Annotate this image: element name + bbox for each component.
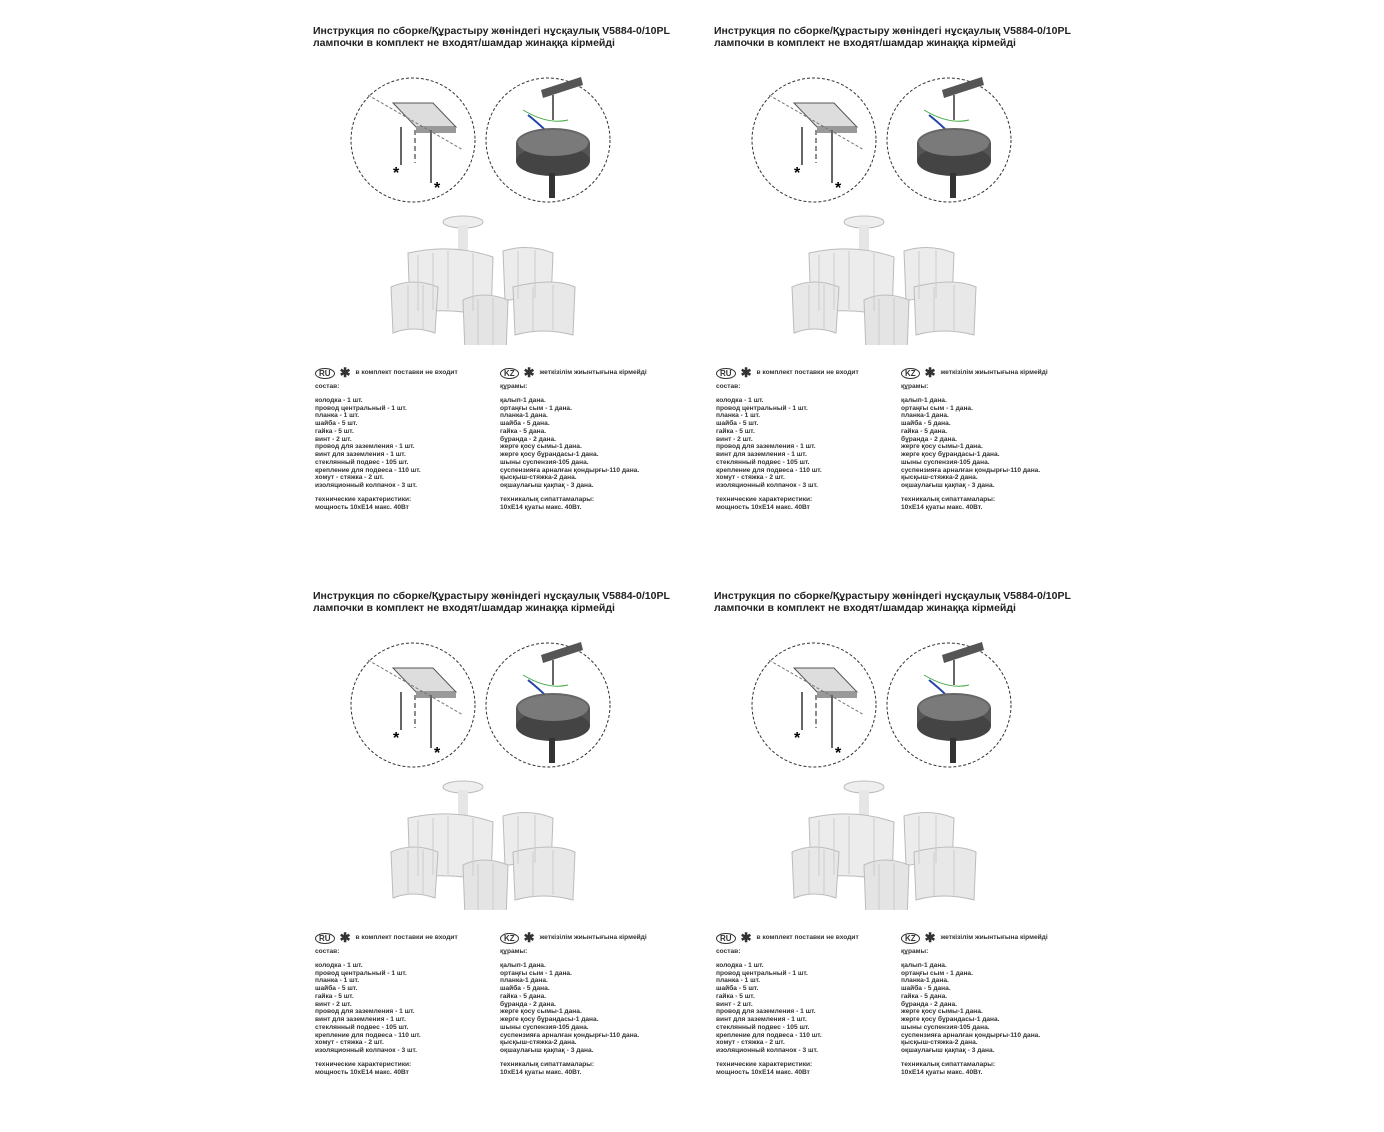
parts-list-item: суспензияға арналған қондырғы-110 дана. <box>901 466 1041 474</box>
kz-tech-heading: техникалық сипаттамалары: <box>500 495 595 503</box>
kz-language-badge: KZ <box>901 933 920 944</box>
title-subline: лампочки в комплект не входят/шамдар жинаққа кірмейді <box>714 602 1016 614</box>
asterisk-icon: ✱ <box>924 365 936 380</box>
instruction-panel <box>714 25 1104 525</box>
parts-list-item: жерге қосу бұрандасы-1 дана. <box>500 1016 599 1023</box>
parts-list-item: қысқыш-стяжка-2 дана. <box>901 474 978 482</box>
parts-list-item: стеклянный подвес - 105 шт. <box>716 458 810 466</box>
parts-list-item: шыны суспензия-105 дана. <box>500 458 589 466</box>
ru-contents-heading: состав: <box>716 383 741 390</box>
mounting-bracket-diagram <box>752 643 876 767</box>
ru-note: в комплект поставки не входит <box>756 369 859 377</box>
parts-list-item: шайба - 5 дана. <box>901 985 951 992</box>
ru-language-badge: RU <box>315 368 335 379</box>
asterisk-icon: ✱ <box>924 930 936 945</box>
kz-section <box>901 932 1048 1076</box>
ceiling-cup-wiring-diagram <box>887 77 1011 202</box>
parts-list-item: гайка - 5 шт. <box>315 427 354 435</box>
parts-list-item: ортаңғы сым - 1 дана. <box>500 404 572 412</box>
title-subline: лампочки в комплект не входят/шамдар жинаққа кірмейді <box>714 37 1016 49</box>
parts-list-item: крепление для подвеса - 110 шт. <box>315 466 421 474</box>
ru-section <box>716 367 859 511</box>
instruction-panel <box>313 25 703 525</box>
ru-contents-heading: состав: <box>716 948 741 955</box>
parts-list-item: планка - 1 шт. <box>315 977 360 985</box>
parts-list-item: шайба - 5 дана. <box>500 985 550 992</box>
parts-list-item: колодка - 1 шт. <box>315 961 363 969</box>
ru-language-badge: RU <box>716 368 736 379</box>
kz-parts-list <box>500 962 647 1055</box>
mounting-bracket-diagram <box>752 78 876 202</box>
mounting-bracket-diagram <box>351 78 475 202</box>
parts-list-item: провод для заземления - 1 шт. <box>315 1008 415 1016</box>
parts-list-item: қысқыш-стяжка-2 дана. <box>901 1039 978 1047</box>
parts-list-item: суспензияға арналған қондырғы-110 дана. <box>901 1031 1041 1039</box>
ceiling-cup-wiring-diagram <box>887 642 1011 767</box>
instruction-title <box>714 590 1071 614</box>
asterisk-icon: ✱ <box>339 930 351 945</box>
parts-list-item: изоляционный колпачок - 3 шт. <box>315 1047 417 1054</box>
parts-list-item: винт для заземления - 1 шт. <box>315 451 406 458</box>
ru-parts-list <box>716 962 859 1055</box>
title-subline: лампочки в комплект не входят/шамдар жинаққа кірмейді <box>313 37 615 49</box>
parts-list-item: қалып-1 дана. <box>901 396 947 404</box>
parts-list-item: гайка - 5 дана. <box>500 427 547 435</box>
svg-text:*: * <box>794 165 801 182</box>
kz-tech-value: 10хЕ14 қуаты макс. 40Вт. <box>500 503 582 511</box>
parts-list-item: бұранда - 2 дана. <box>500 1000 556 1008</box>
kz-section <box>500 932 647 1076</box>
ru-contents-heading: состав: <box>315 383 340 390</box>
ru-parts-list <box>716 397 859 490</box>
title-line: Инструкция по сборке/Құрастыру жөніндегі нұсқаулық V5884-0/10PL <box>714 590 1071 602</box>
parts-list-item: винт для заземления - 1 шт. <box>315 1016 406 1023</box>
svg-text:*: * <box>794 730 801 747</box>
chandelier-image <box>391 216 575 345</box>
parts-list-item: қалып-1 дана. <box>500 396 546 404</box>
ru-parts-list <box>315 397 458 490</box>
parts-list-item: гайка - 5 шт. <box>716 992 755 1000</box>
parts-list-item: суспензияға арналған қондырғы-110 дана. <box>500 466 640 474</box>
kz-tech-heading: техникалық сипаттамалары: <box>901 1060 996 1068</box>
asterisk-icon: ✱ <box>740 930 752 945</box>
parts-list-item: қысқыш-стяжка-2 дана. <box>500 1039 577 1047</box>
kz-contents-heading: құрамы: <box>901 948 929 955</box>
kz-tech-value: 10хЕ14 қуаты макс. 40Вт. <box>500 1068 582 1076</box>
parts-list-item: жерге қосу сымы-1 дана. <box>500 1008 582 1016</box>
instruction-title <box>714 25 1071 49</box>
parts-list-item: изоляционный колпачок - 3 шт. <box>716 482 818 489</box>
parts-list-item: планка-1 дана. <box>901 412 949 420</box>
parts-list-item: стеклянный подвес - 105 шт. <box>315 458 409 466</box>
parts-list-item: крепление для подвеса - 110 шт. <box>716 466 822 474</box>
kz-language-badge: KZ <box>500 933 519 944</box>
kz-contents-heading: құрамы: <box>901 383 929 390</box>
parts-list-item: шыны суспензия-105 дана. <box>901 458 990 466</box>
parts-list-item: шайба - 5 шт. <box>716 420 759 427</box>
parts-list-item: оқшаулағыш қақпақ - 3 дана. <box>500 1047 594 1054</box>
parts-list-item: провод для заземления - 1 шт. <box>716 443 816 451</box>
ru-section <box>716 932 859 1076</box>
ru-note: в комплект поставки не входит <box>355 934 458 942</box>
kz-note: жеткізілім жиынтығына кірмейді <box>940 934 1048 942</box>
parts-list-item: провод для заземления - 1 шт. <box>315 443 415 451</box>
svg-text:*: * <box>434 745 441 762</box>
parts-list-item: крепление для подвеса - 110 шт. <box>716 1031 822 1039</box>
title-subline: лампочки в комплект не входят/шамдар жинаққа кірмейді <box>313 602 615 614</box>
ceiling-cup-wiring-diagram <box>486 642 610 767</box>
parts-list-item: колодка - 1 шт. <box>716 396 764 404</box>
parts-list-item: стеклянный подвес - 105 шт. <box>315 1023 409 1031</box>
kz-parts-list <box>901 397 1048 490</box>
parts-list-item: винт - 2 шт. <box>716 435 753 443</box>
parts-list-item: планка-1 дана. <box>500 977 548 985</box>
assembly-illustration <box>714 620 1104 910</box>
parts-list-item: провод центральный - 1 шт. <box>315 969 407 977</box>
parts-list-item: шыны суспензия-105 дана. <box>500 1023 589 1031</box>
chandelier-image <box>792 781 976 910</box>
parts-list-item: стеклянный подвес - 105 шт. <box>716 1023 810 1031</box>
parts-list-item: оқшаулағыш қақпақ - 3 дана. <box>500 482 594 489</box>
parts-list-item: провод центральный - 1 шт. <box>716 969 808 977</box>
kz-language-badge: KZ <box>500 368 519 379</box>
ru-language-badge: RU <box>315 933 335 944</box>
title-line: Инструкция по сборке/Құрастыру жөніндегі нұсқаулық V5884-0/10PL <box>313 25 670 37</box>
svg-text:*: * <box>835 180 842 197</box>
ru-tech-value: мощность 10хЕ14 макс. 40Вт <box>315 503 409 511</box>
ru-tech-value: мощность 10хЕ14 макс. 40Вт <box>315 1068 409 1076</box>
ru-contents-heading: состав: <box>315 948 340 955</box>
kz-section <box>901 367 1048 511</box>
kz-contents-heading: құрамы: <box>500 948 528 955</box>
kz-tech-heading: техникалық сипаттамалары: <box>500 1060 595 1068</box>
parts-list-item: изоляционный колпачок - 3 шт. <box>315 482 417 489</box>
instruction-title <box>313 590 670 614</box>
ru-tech-heading: технические характеристики: <box>315 495 412 503</box>
assembly-illustration <box>714 55 1104 345</box>
parts-list-item: колодка - 1 шт. <box>315 396 363 404</box>
asterisk-icon: ✱ <box>523 365 535 380</box>
parts-list-item: гайка - 5 дана. <box>901 992 948 1000</box>
parts-list-item: провод центральный - 1 шт. <box>716 404 808 412</box>
parts-list-item: гайка - 5 шт. <box>716 427 755 435</box>
parts-list-item: гайка - 5 дана. <box>500 992 547 1000</box>
parts-list-item: шайба - 5 дана. <box>500 420 550 427</box>
kz-contents-heading: құрамы: <box>500 383 528 390</box>
ceiling-cup-wiring-diagram <box>486 77 610 202</box>
parts-list-item: хомут - стяжка - 2 шт. <box>716 474 785 482</box>
parts-list-item: қалып-1 дана. <box>500 961 546 969</box>
parts-list-item: ортаңғы сым - 1 дана. <box>901 404 973 412</box>
parts-list-item: жерге қосу бұрандасы-1 дана. <box>901 1016 1000 1023</box>
kz-language-badge: KZ <box>901 368 920 379</box>
parts-list-item: бұранда - 2 дана. <box>901 435 957 443</box>
kz-note: жеткізілім жиынтығына кірмейді <box>539 369 647 377</box>
parts-list-item: планка-1 дана. <box>500 412 548 420</box>
parts-list-item: планка - 1 шт. <box>716 977 761 985</box>
title-line: Инструкция по сборке/Құрастыру жөніндегі нұсқаулық V5884-0/10PL <box>313 590 670 602</box>
asterisk-icon: ✱ <box>523 930 535 945</box>
parts-list-item: қысқыш-стяжка-2 дана. <box>500 474 577 482</box>
ru-tech-heading: технические характеристики: <box>716 1060 813 1068</box>
parts-list-item: винт - 2 шт. <box>315 435 352 443</box>
asterisk-icon: ✱ <box>339 365 351 380</box>
parts-list-item: хомут - стяжка - 2 шт. <box>315 474 384 482</box>
kz-tech-heading: техникалық сипаттамалары: <box>901 495 996 503</box>
kz-parts-list <box>901 962 1048 1055</box>
parts-list-item: винт для заземления - 1 шт. <box>716 451 807 458</box>
title-line: Инструкция по сборке/Құрастыру жөніндегі нұсқаулық V5884-0/10PL <box>714 25 1071 37</box>
ru-tech-value: мощность 10хЕ14 макс. 40Вт <box>716 1068 810 1076</box>
ru-note: в комплект поставки не входит <box>355 369 458 377</box>
kz-section <box>500 367 647 511</box>
parts-list-item: жерге қосу бұрандасы-1 дана. <box>901 451 1000 458</box>
parts-list-item: изоляционный колпачок - 3 шт. <box>716 1047 818 1054</box>
instruction-panel <box>714 590 1104 1090</box>
mounting-bracket-diagram <box>351 643 475 767</box>
parts-list-item: оқшаулағыш қақпақ - 3 дана. <box>901 1047 995 1054</box>
parts-list-item: шайба - 5 шт. <box>315 985 358 992</box>
instruction-panel <box>313 590 703 1090</box>
parts-list-item: жерге қосу бұрандасы-1 дана. <box>500 451 599 458</box>
parts-list-item: провод для заземления - 1 шт. <box>716 1008 816 1016</box>
chandelier-image <box>792 216 976 345</box>
svg-text:*: * <box>393 165 400 182</box>
parts-list-item: крепление для подвеса - 110 шт. <box>315 1031 421 1039</box>
parts-list-item: жерге қосу сымы-1 дана. <box>901 443 983 451</box>
ru-tech-value: мощность 10хЕ14 макс. 40Вт <box>716 503 810 511</box>
parts-list-item: гайка - 5 дана. <box>901 427 948 435</box>
ru-section <box>315 932 458 1076</box>
ru-tech-heading: технические характеристики: <box>315 1060 412 1068</box>
parts-list-item: планка - 1 шт. <box>716 412 761 420</box>
parts-list-item: шайба - 5 дана. <box>901 420 951 427</box>
parts-list-item: колодка - 1 шт. <box>716 961 764 969</box>
asterisk-icon: ✱ <box>740 365 752 380</box>
parts-list-item: ортаңғы сым - 1 дана. <box>901 969 973 977</box>
ru-section <box>315 367 458 511</box>
parts-list-item: шайба - 5 шт. <box>315 420 358 427</box>
parts-list-item: оқшаулағыш қақпақ - 3 дана. <box>901 482 995 489</box>
ru-language-badge: RU <box>716 933 736 944</box>
parts-list-item: шайба - 5 шт. <box>716 985 759 992</box>
parts-list-item: бұранда - 2 дана. <box>500 435 556 443</box>
kz-tech-value: 10хЕ14 қуаты макс. 40Вт. <box>901 503 983 511</box>
ru-tech-heading: технические характеристики: <box>716 495 813 503</box>
parts-list-item: хомут - стяжка - 2 шт. <box>315 1039 384 1047</box>
svg-text:*: * <box>434 180 441 197</box>
parts-list-item: хомут - стяжка - 2 шт. <box>716 1039 785 1047</box>
kz-parts-list <box>500 397 647 490</box>
parts-list-item: қалып-1 дана. <box>901 961 947 969</box>
parts-list-item: бұранда - 2 дана. <box>901 1000 957 1008</box>
parts-list-item: шыны суспензия-105 дана. <box>901 1023 990 1031</box>
parts-list-item: суспензияға арналған қондырғы-110 дана. <box>500 1031 640 1039</box>
parts-list-item: планка-1 дана. <box>901 977 949 985</box>
parts-list-item: винт - 2 шт. <box>716 1000 753 1008</box>
parts-list-item: гайка - 5 шт. <box>315 992 354 1000</box>
instruction-title <box>313 25 670 49</box>
parts-list-item: провод центральный - 1 шт. <box>315 404 407 412</box>
svg-text:*: * <box>835 745 842 762</box>
ru-parts-list <box>315 962 458 1055</box>
kz-tech-value: 10хЕ14 қуаты макс. 40Вт. <box>901 1068 983 1076</box>
parts-list-item: жерге қосу сымы-1 дана. <box>500 443 582 451</box>
chandelier-image <box>391 781 575 910</box>
assembly-illustration <box>313 55 703 345</box>
assembly-illustration <box>313 620 703 910</box>
parts-list-item: винт для заземления - 1 шт. <box>716 1016 807 1023</box>
parts-list-item: винт - 2 шт. <box>315 1000 352 1008</box>
kz-note: жеткізілім жиынтығына кірмейді <box>940 369 1048 377</box>
svg-text:*: * <box>393 730 400 747</box>
kz-note: жеткізілім жиынтығына кірмейді <box>539 934 647 942</box>
parts-list-item: ортаңғы сым - 1 дана. <box>500 969 572 977</box>
parts-list-item: планка - 1 шт. <box>315 412 360 420</box>
parts-list-item: жерге қосу сымы-1 дана. <box>901 1008 983 1016</box>
ru-note: в комплект поставки не входит <box>756 934 859 942</box>
